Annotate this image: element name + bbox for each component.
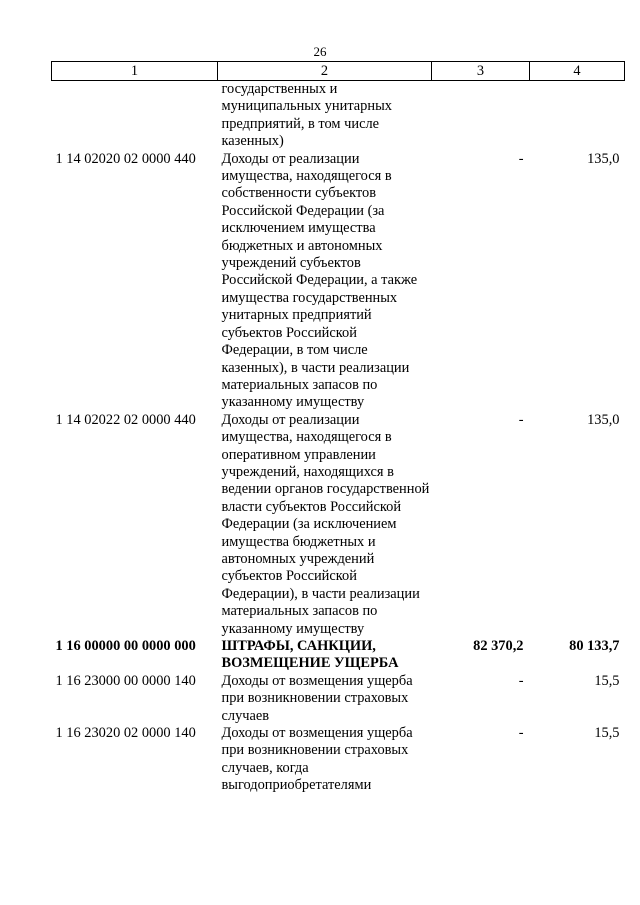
value-column-4: 135,0	[587, 411, 620, 428]
revenue-name: Доходы от возмещения ущерба при возникновении страховых случаев, когда выгодоприобретателями	[221, 725, 413, 794]
revenue-code: 1 16 00000 00 0000 000	[55, 638, 196, 654]
value-column-3: -	[518, 725, 524, 742]
table-row	[52, 412, 625, 638]
revenue-name: ШТРАФЫ, САНКЦИИ, ВОЗМЕЩЕНИЕ УЩЕРБА	[221, 638, 399, 672]
table-row	[52, 151, 625, 412]
revenue-code: 1 14 02022 02 0000 440	[55, 411, 196, 428]
revenue-code	[52, 81, 218, 151]
value-column-4: 135,0	[587, 150, 620, 167]
value-column-3: -	[518, 672, 524, 689]
column-header-3: 3	[432, 62, 530, 81]
column-header-1: 1	[52, 62, 218, 81]
table-row	[52, 673, 625, 725]
value-column-3	[432, 81, 530, 151]
revenue-code: 1 16 23020 02 0000 140	[55, 725, 196, 742]
column-header-4: 4	[530, 62, 625, 81]
table-row-section-total	[52, 638, 625, 673]
value-column-4	[530, 81, 625, 151]
value-column-3: -	[518, 411, 524, 428]
value-column-3: -	[518, 150, 524, 167]
value-column-4: 15,5	[594, 725, 620, 742]
page-number: 26	[313, 44, 327, 59]
revenue-name: Доходы от возмещения ущерба при возникновении страховых случаев	[221, 672, 413, 724]
table-header-row	[52, 62, 625, 81]
revenue-code: 1 16 23000 00 0000 140	[55, 672, 196, 689]
value-column-4: 15,5	[594, 672, 620, 689]
revenue-table	[51, 61, 625, 795]
revenue-name: Доходы от реализации имущества, находящегося в оперативном управлении учреждений, находящихся в ведении органов государственной власти субъектов Российской Федерации (за исключением имущества бюджетных и автономных учреждений субъектов Российской Федерации), в части реализации материальных запасов по указанному имуществу	[221, 411, 430, 637]
value-column-4: 80 133,7	[569, 638, 620, 654]
revenue-name: Доходы от реализации имущества, находящегося в собственности субъектов Российской Федерации (за исключением имущества бюджетных и автономных учреждений субъектов Российской Федерации, а также имущества государственных унитарных предприятий субъектов Российской Федерации, в том числе казенных), в части реализации материальных запасов по указанному имуществу	[221, 150, 418, 411]
revenue-code: 1 14 02020 02 0000 440	[55, 150, 196, 167]
revenue-name: государственных и муниципальных унитарных предприятий, в том числе казенных)	[221, 81, 392, 150]
table-row	[52, 81, 625, 151]
column-header-2: 2	[218, 62, 432, 81]
table-row	[52, 725, 625, 795]
value-column-3: 82 370,2	[473, 638, 524, 654]
